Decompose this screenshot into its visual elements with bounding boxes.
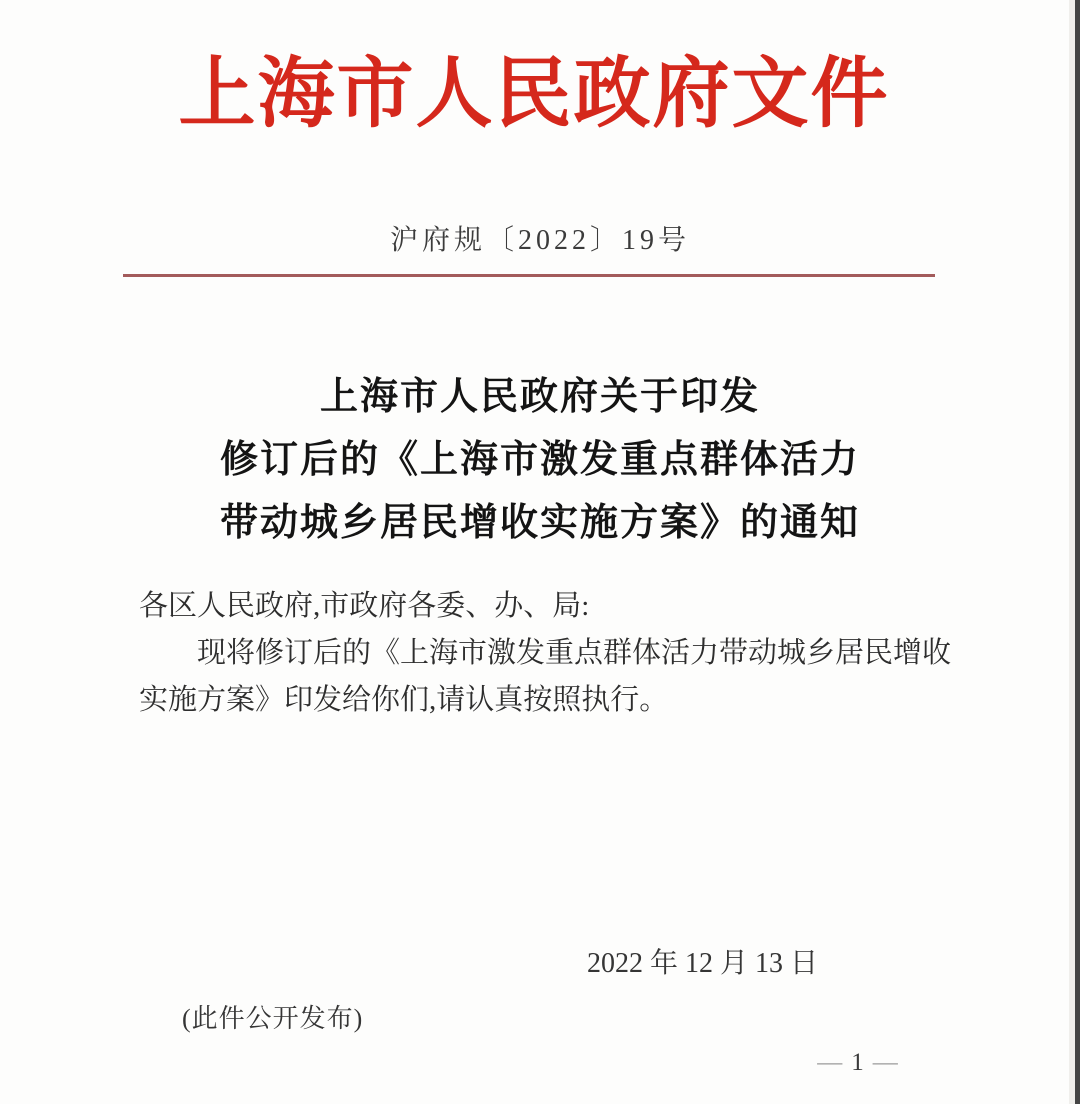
document-title-line: 修订后的《上海市激发重点群体活力 xyxy=(219,439,860,481)
body-paragraph: 现将修订后的《上海市激发重点群体活力带动城乡居民增收实施方案》印发给你们,请认真按照执行。 xyxy=(139,637,952,716)
letterhead-divider-line xyxy=(123,274,935,277)
document-title-line: 上海市人民政府关于印发 xyxy=(319,376,760,418)
salutation-line: 各区人民政府,市政府各委、办、局: xyxy=(139,590,590,622)
letterhead-banner: 上海市人民政府文件 xyxy=(178,51,890,137)
page-number-dash: — xyxy=(872,1049,898,1076)
issue-date: 2022 年 12 月 13 日 xyxy=(586,948,818,979)
page-number xyxy=(800,1049,915,1077)
document-title-line: 带动城乡居民增收实施方案》的通知 xyxy=(219,502,860,544)
document-number: 沪府规〔2022〕19号 xyxy=(389,225,690,256)
page-number-dash: — xyxy=(817,1049,843,1076)
page-right-edge xyxy=(1075,0,1080,1104)
document-title xyxy=(0,366,1080,555)
public-release-note: (此件公开发布) xyxy=(182,1004,364,1033)
page-number-value: 1 xyxy=(851,1049,864,1076)
